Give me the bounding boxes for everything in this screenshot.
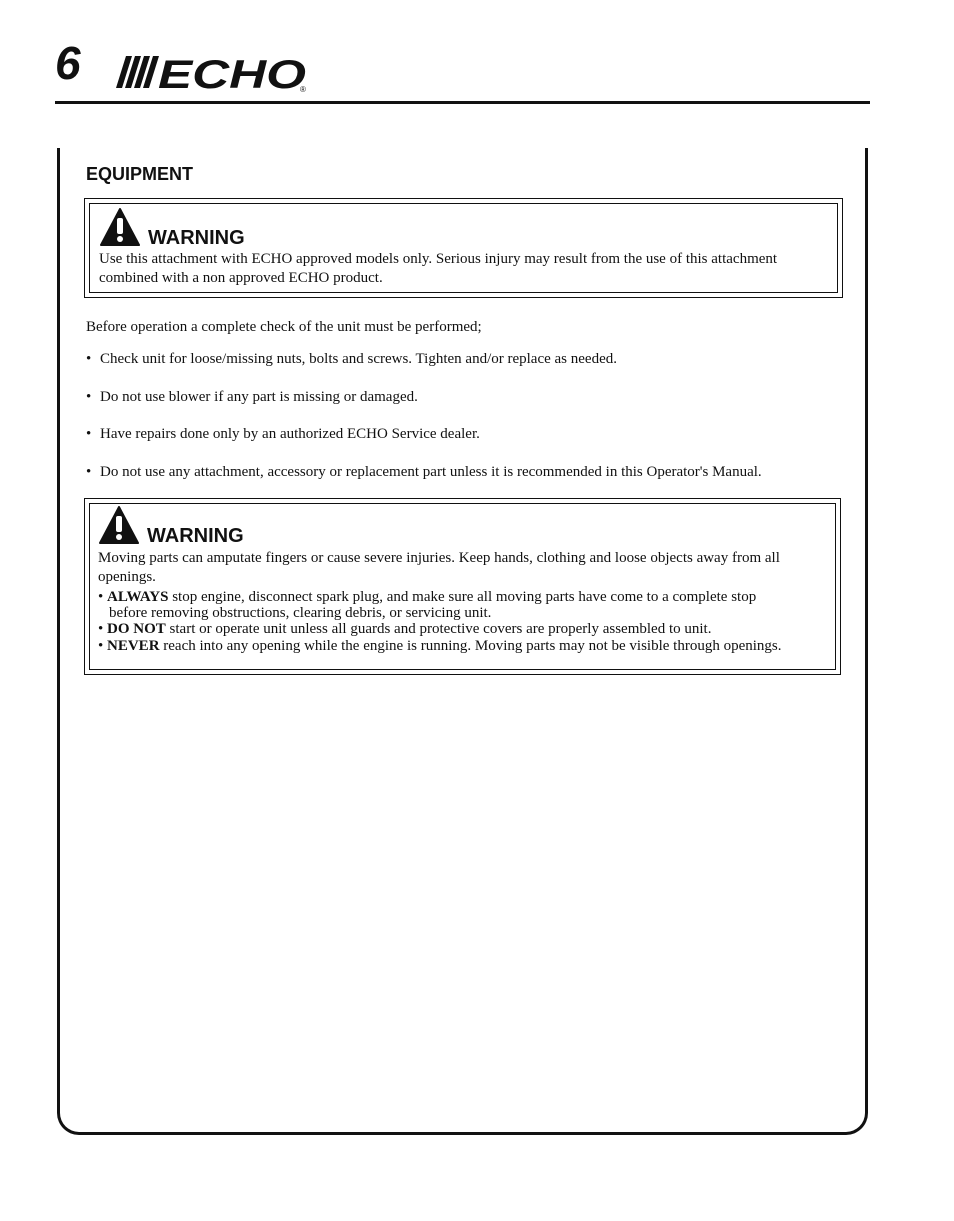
warning-item-do-not xyxy=(98,621,828,638)
bullet-dot: • xyxy=(86,464,92,480)
registered-mark: ® xyxy=(300,85,306,94)
warning-item-text-cont: before removing obstructions, clearing debris, or servicing unit. xyxy=(109,605,492,621)
list-item xyxy=(86,350,617,369)
warning-item-keyword: NEVER xyxy=(107,638,160,654)
bullet-dot: • xyxy=(98,589,104,605)
list-item-text: Check unit for loose/missing nuts, bolts and screws. Tighten and/or replace as needed. xyxy=(100,351,617,367)
warning-triangle-icon xyxy=(98,505,140,545)
bullet-dot: • xyxy=(86,426,92,442)
bullet-dot: • xyxy=(98,621,104,637)
list-item xyxy=(86,388,418,407)
bullet-dot: • xyxy=(98,638,104,654)
list-item-text: Have repairs done only by an authorized ECHO Service dealer. xyxy=(100,426,480,442)
warning-title-2: WARNING xyxy=(147,525,244,547)
page-number: 6 xyxy=(55,37,81,89)
warning-item-text: stop engine, disconnect spark plug, and make sure all moving parts have come to a complete stop xyxy=(168,589,757,605)
header-rule xyxy=(55,101,870,104)
warning-title-1: WARNING xyxy=(148,227,245,249)
bullet-dot: • xyxy=(86,389,92,405)
warning-item-text: reach into any opening while the engine is running. Moving parts may not be visible through openings. xyxy=(159,638,782,654)
warning-item-text: start or operate unit unless all guards and protective covers are properly assembled to unit. xyxy=(165,621,712,637)
warning-item-keyword: DO NOT xyxy=(107,621,166,637)
warning-text-1-line-2: combined with a non approved ECHO product. xyxy=(99,270,383,286)
warning-text-1 xyxy=(99,250,829,288)
logo-text: ECHO xyxy=(158,53,306,94)
list-item-text: Do not use blower if any part is missing or damaged. xyxy=(100,389,418,405)
warning-text-2-line-2: openings. xyxy=(98,569,156,585)
warning-text-2-line-1: Moving parts can amputate fingers or cause severe injuries. Keep hands, clothing and loose objects away from all xyxy=(98,550,780,566)
warning-item-always xyxy=(98,589,828,621)
intro-text: Before operation a complete check of the unit must be performed; xyxy=(86,319,482,335)
warning-triangle-icon xyxy=(99,207,141,247)
warning-item-keyword: ALWAYS xyxy=(107,589,169,605)
list-item xyxy=(86,425,480,444)
warning-text-1-line-1: Use this attachment with ECHO approved models only. Serious injury may result from the use of this attachment xyxy=(99,251,778,267)
list-item xyxy=(86,463,762,482)
list-item-text: Do not use any attachment, accessory or replacement part unless it is recommended in this Operator's Manual. xyxy=(100,464,762,480)
bullet-dot: • xyxy=(86,351,92,367)
section-title: EQUIPMENT xyxy=(86,164,194,184)
warning-text-2 xyxy=(98,549,828,655)
echo-logo xyxy=(112,50,312,94)
warning-item-never xyxy=(98,638,828,655)
